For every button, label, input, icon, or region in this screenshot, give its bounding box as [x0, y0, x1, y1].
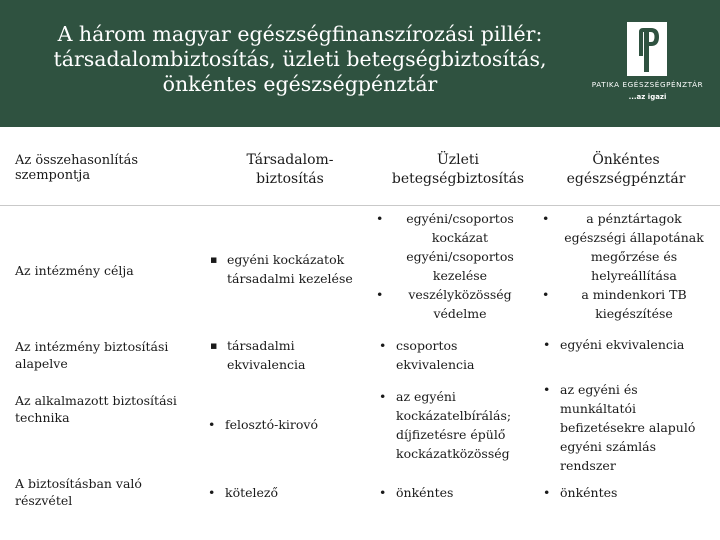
list-item: • kötelező	[205, 483, 370, 502]
row-label-reszvetel: A biztosításban való részvétel	[15, 476, 142, 508]
row-label-technika: Az alkalmazott biztosítási technika	[15, 393, 177, 425]
slide-header	[0, 0, 720, 127]
list-item: • önkéntes	[376, 483, 526, 502]
patika-logo	[585, 18, 710, 113]
slide-title: A három magyar egészségfinanszírozási pillér: társadalombiztosítás, üzleti betegségbiztosítás, önkéntes egészségpénztár	[53, 22, 547, 96]
list-item: • csoportos ekvivalencia	[376, 336, 526, 374]
row-label-cel: Az intézmény célja	[15, 263, 134, 278]
patika-p-logo-icon	[627, 22, 667, 76]
column-header-tb-line-1: Társadalom-	[246, 152, 334, 168]
column-header-criteria: Az összehasonlítás szempontja	[15, 153, 139, 183]
column-header-uzleti: Üzleti betegségbiztosítás	[391, 152, 525, 187]
list-item: • a mindenkori TB kiegészítése	[544, 285, 710, 323]
cell-cel-onkentes	[544, 209, 710, 323]
cell-cel-uzleti	[378, 209, 528, 323]
cell-alapelv-onkentes	[540, 335, 712, 354]
comparison-table	[0, 127, 720, 540]
row-label-alapelv: Az intézmény biztosítási alapelve	[15, 339, 169, 371]
cell-alapelv-uzleti	[376, 336, 526, 374]
cell-reszvetel-tb	[205, 483, 370, 502]
list-item: • a pénztártagok egészségi állapotának megőrzése és helyreállítása	[544, 209, 710, 285]
list-item: ▪ egyéni kockázatok társadalmi kezelése	[207, 250, 372, 288]
list-item: ▪ társadalmi ekvivalencia	[207, 336, 372, 374]
list-item: • egyéni ekvivalencia	[540, 335, 712, 354]
cell-technika-tb	[205, 415, 370, 434]
column-header-onkentes: Önkéntes egészségpénztár	[566, 152, 686, 187]
cell-alapelv-tb	[207, 336, 372, 374]
list-item: • az egyéni és munkáltatói befizetésekre alapuló egyéni számlás rendszer	[540, 380, 710, 475]
cell-technika-uzleti	[376, 387, 526, 463]
cell-technika-onkentes	[540, 380, 710, 475]
column-header-tb-line-2: biztosítás	[256, 171, 324, 187]
list-item: • egyéni/csoportos kockázat egyéni/csoportos kezelése	[378, 209, 528, 285]
list-item: • az egyéni kockázatelbírálás; díjfizetésre épülő kockázatközösség	[376, 387, 526, 463]
list-item: • önkéntes	[540, 483, 710, 502]
column-header-tb	[205, 151, 375, 189]
cell-reszvetel-onkentes	[540, 483, 710, 502]
cell-cel-tb	[207, 250, 372, 288]
cell-reszvetel-uzleti	[376, 483, 526, 502]
list-item: • felosztó-kirovó	[205, 415, 370, 434]
logo-brand-text: PATIKA EGÉSZSÉGPÉNZTÁR	[591, 80, 704, 89]
logo-slogan: ...az igazi	[628, 93, 667, 101]
header-separator	[0, 205, 720, 206]
list-item: • veszélyközösség védelme	[378, 285, 528, 323]
